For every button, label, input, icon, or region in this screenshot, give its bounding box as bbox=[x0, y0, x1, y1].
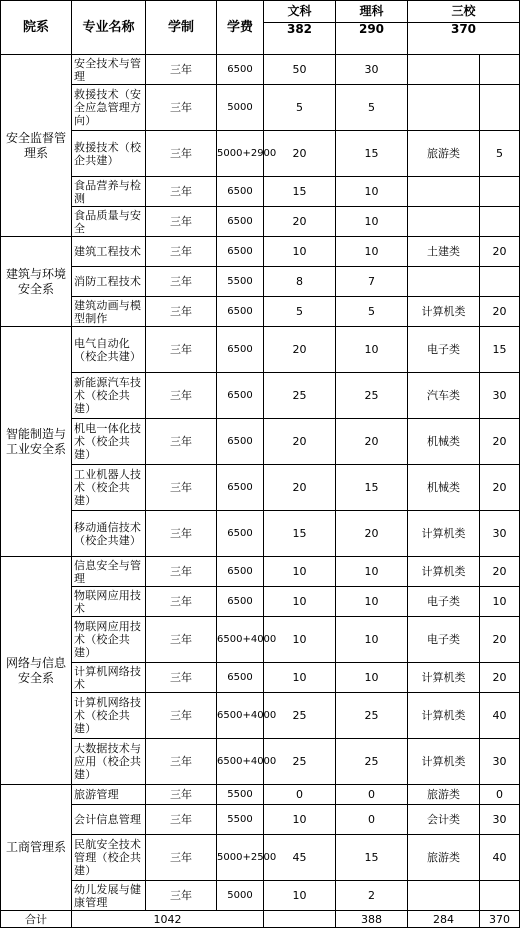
arts-quota: 20 bbox=[264, 419, 336, 465]
arts-quota: 10 bbox=[264, 617, 336, 663]
table-row bbox=[1, 85, 520, 131]
science-quota: 2 bbox=[336, 881, 408, 911]
arts-quota: 20 bbox=[264, 327, 336, 373]
duration-cell: 三年 bbox=[146, 237, 217, 267]
duration-cell: 三年 bbox=[146, 805, 217, 835]
major-name: 建筑工程技术 bbox=[72, 237, 146, 267]
fee-cell: 6500 bbox=[217, 557, 264, 587]
table-row bbox=[1, 663, 520, 693]
three-schools-category: 计算机类 bbox=[408, 663, 480, 693]
table-row bbox=[1, 207, 520, 237]
duration-cell: 三年 bbox=[146, 465, 217, 511]
major-name: 计算机网络技术（校企共建） bbox=[72, 693, 146, 739]
duration-cell: 三年 bbox=[146, 207, 217, 237]
science-quota: 0 bbox=[336, 805, 408, 835]
duration-cell: 三年 bbox=[146, 693, 217, 739]
arts-header: 文科 bbox=[264, 1, 336, 23]
science-quota: 10 bbox=[336, 207, 408, 237]
major-name: 物联网应用技术（校企共建） bbox=[72, 617, 146, 663]
fee-cell: 5500 bbox=[217, 805, 264, 835]
science-quota: 10 bbox=[336, 177, 408, 207]
three-schools-category bbox=[408, 55, 480, 85]
table-row bbox=[1, 587, 520, 617]
three-schools-category: 电子类 bbox=[408, 617, 480, 663]
three-schools-quota: 20 bbox=[480, 419, 520, 465]
fee-cell: 6500 bbox=[217, 587, 264, 617]
science-quota: 15 bbox=[336, 835, 408, 881]
duration-cell: 三年 bbox=[146, 55, 217, 85]
arts-quota: 10 bbox=[264, 587, 336, 617]
science-quota: 7 bbox=[336, 267, 408, 297]
fee-cell: 6500 bbox=[217, 55, 264, 85]
total-empty-cell bbox=[264, 911, 336, 928]
major-name: 民航安全技术管理（校企共建） bbox=[72, 835, 146, 881]
fee-header: 学费 bbox=[217, 1, 264, 55]
fee-cell: 6500 bbox=[217, 207, 264, 237]
three-schools-quota bbox=[480, 267, 520, 297]
duration-cell: 三年 bbox=[146, 267, 217, 297]
major-header: 专业名称 bbox=[72, 1, 146, 55]
arts-quota: 5 bbox=[264, 85, 336, 131]
fee-cell: 6500 bbox=[217, 177, 264, 207]
fee-cell: 5000 bbox=[217, 85, 264, 131]
three-schools-quota: 0 bbox=[480, 785, 520, 805]
table-row bbox=[1, 511, 520, 557]
science-quota: 10 bbox=[336, 327, 408, 373]
science-quota: 10 bbox=[336, 557, 408, 587]
science-quota: 15 bbox=[336, 465, 408, 511]
science-total-header: 290 bbox=[336, 23, 408, 55]
total-count: 1042 bbox=[72, 911, 264, 928]
major-name: 食品营养与检测 bbox=[72, 177, 146, 207]
table-row bbox=[1, 881, 520, 911]
department-name: 建筑与环境安全系 bbox=[1, 237, 72, 327]
three-schools-quota: 30 bbox=[480, 739, 520, 785]
arts-quota: 0 bbox=[264, 785, 336, 805]
three-schools-category: 电子类 bbox=[408, 327, 480, 373]
three-schools-category: 旅游类 bbox=[408, 785, 480, 805]
three-schools-category: 计算机类 bbox=[408, 739, 480, 785]
duration-cell: 三年 bbox=[146, 663, 217, 693]
table-row bbox=[1, 237, 520, 267]
total-row bbox=[1, 911, 520, 928]
duration-cell: 三年 bbox=[146, 785, 217, 805]
duration-cell: 三年 bbox=[146, 131, 217, 177]
three-total-header: 370 bbox=[408, 23, 520, 55]
arts-quota: 25 bbox=[264, 373, 336, 419]
three-schools-category: 会计类 bbox=[408, 805, 480, 835]
science-quota: 10 bbox=[336, 237, 408, 267]
table-row bbox=[1, 617, 520, 663]
arts-quota: 5 bbox=[264, 297, 336, 327]
department-name: 网络与信息安全系 bbox=[1, 557, 72, 785]
table-row bbox=[1, 131, 520, 177]
three-schools-quota: 40 bbox=[480, 835, 520, 881]
three-schools-quota bbox=[480, 55, 520, 85]
table-row bbox=[1, 785, 520, 805]
major-name: 工业机器人技术（校企共建） bbox=[72, 465, 146, 511]
science-quota: 30 bbox=[336, 55, 408, 85]
duration-cell: 三年 bbox=[146, 85, 217, 131]
three-schools-category: 电子类 bbox=[408, 587, 480, 617]
major-name: 大数据技术与应用（校企共建） bbox=[72, 739, 146, 785]
three-schools-category bbox=[408, 881, 480, 911]
duration-cell: 三年 bbox=[146, 373, 217, 419]
fee-cell: 6500 bbox=[217, 373, 264, 419]
three-schools-quota: 20 bbox=[480, 465, 520, 511]
three-schools-category: 土建类 bbox=[408, 237, 480, 267]
fee-cell: 6500+4000 bbox=[217, 617, 264, 663]
arts-quota: 25 bbox=[264, 693, 336, 739]
three-schools-quota: 30 bbox=[480, 805, 520, 835]
three-schools-quota: 15 bbox=[480, 327, 520, 373]
table-row bbox=[1, 557, 520, 587]
three-schools-header: 三校 bbox=[408, 1, 520, 23]
arts-quota: 8 bbox=[264, 267, 336, 297]
science-quota: 10 bbox=[336, 587, 408, 617]
three-schools-category: 机械类 bbox=[408, 465, 480, 511]
major-name: 物联网应用技术 bbox=[72, 587, 146, 617]
fee-cell: 6500+4000 bbox=[217, 693, 264, 739]
duration-cell: 三年 bbox=[146, 297, 217, 327]
major-name: 救援技术（安全应急管理方向） bbox=[72, 85, 146, 131]
major-name: 计算机网络技术 bbox=[72, 663, 146, 693]
fee-cell: 6500+4000 bbox=[217, 739, 264, 785]
major-name: 安全技术与管理 bbox=[72, 55, 146, 85]
three-schools-category bbox=[408, 267, 480, 297]
arts-total-header: 382 bbox=[264, 23, 336, 55]
fee-cell: 5000+2500 bbox=[217, 835, 264, 881]
duration-header: 学制 bbox=[146, 1, 217, 55]
arts-quota: 20 bbox=[264, 131, 336, 177]
three-schools-category bbox=[408, 85, 480, 131]
duration-cell: 三年 bbox=[146, 177, 217, 207]
fee-cell: 6500 bbox=[217, 663, 264, 693]
duration-cell: 三年 bbox=[146, 511, 217, 557]
major-name: 旅游管理 bbox=[72, 785, 146, 805]
three-schools-quota bbox=[480, 207, 520, 237]
dept-header: 院系 bbox=[1, 1, 72, 55]
major-name: 信息安全与管理 bbox=[72, 557, 146, 587]
three-schools-quota: 20 bbox=[480, 663, 520, 693]
arts-quota: 10 bbox=[264, 805, 336, 835]
arts-quota: 10 bbox=[264, 663, 336, 693]
science-quota: 0 bbox=[336, 785, 408, 805]
table-row bbox=[1, 465, 520, 511]
table-row bbox=[1, 297, 520, 327]
table-row bbox=[1, 267, 520, 297]
science-quota: 10 bbox=[336, 663, 408, 693]
three-schools-category: 汽车类 bbox=[408, 373, 480, 419]
three-schools-category: 计算机类 bbox=[408, 557, 480, 587]
arts-quota: 20 bbox=[264, 207, 336, 237]
department-name: 安全监督管理系 bbox=[1, 55, 72, 237]
science-quota: 10 bbox=[336, 617, 408, 663]
department-name: 工商管理系 bbox=[1, 785, 72, 911]
arts-quota: 10 bbox=[264, 881, 336, 911]
duration-cell: 三年 bbox=[146, 881, 217, 911]
science-quota: 25 bbox=[336, 693, 408, 739]
fee-cell: 6500 bbox=[217, 297, 264, 327]
three-schools-category: 计算机类 bbox=[408, 511, 480, 557]
science-quota: 5 bbox=[336, 85, 408, 131]
table-row bbox=[1, 373, 520, 419]
table-row bbox=[1, 693, 520, 739]
three-schools-quota: 5 bbox=[480, 131, 520, 177]
fee-cell: 6500 bbox=[217, 327, 264, 373]
three-schools-category: 机械类 bbox=[408, 419, 480, 465]
three-schools-quota: 20 bbox=[480, 237, 520, 267]
science-header: 理科 bbox=[336, 1, 408, 23]
science-quota: 25 bbox=[336, 739, 408, 785]
fee-cell: 6500 bbox=[217, 419, 264, 465]
major-name: 食品质量与安全 bbox=[72, 207, 146, 237]
three-schools-quota: 30 bbox=[480, 373, 520, 419]
fee-cell: 5000 bbox=[217, 881, 264, 911]
fee-cell: 6500 bbox=[217, 511, 264, 557]
arts-quota: 10 bbox=[264, 237, 336, 267]
table-row bbox=[1, 739, 520, 785]
fee-cell: 5500 bbox=[217, 267, 264, 297]
fee-cell: 5500 bbox=[217, 785, 264, 805]
duration-cell: 三年 bbox=[146, 327, 217, 373]
major-name: 幼儿发展与健康管理 bbox=[72, 881, 146, 911]
major-name: 新能源汽车技术（校企共建） bbox=[72, 373, 146, 419]
duration-cell: 三年 bbox=[146, 419, 217, 465]
table-row bbox=[1, 55, 520, 85]
fee-cell: 6500 bbox=[217, 465, 264, 511]
three-schools-quota bbox=[480, 177, 520, 207]
arts-quota: 20 bbox=[264, 465, 336, 511]
three-schools-category: 旅游类 bbox=[408, 131, 480, 177]
arts-quota: 15 bbox=[264, 177, 336, 207]
three-schools-quota: 20 bbox=[480, 557, 520, 587]
three-schools-category: 计算机类 bbox=[408, 297, 480, 327]
three-schools-quota: 30 bbox=[480, 511, 520, 557]
duration-cell: 三年 bbox=[146, 587, 217, 617]
total-science: 284 bbox=[408, 911, 480, 928]
duration-cell: 三年 bbox=[146, 739, 217, 785]
fee-cell: 5000+2900 bbox=[217, 131, 264, 177]
three-schools-category bbox=[408, 177, 480, 207]
arts-quota: 10 bbox=[264, 557, 336, 587]
major-name: 移动通信技术（校企共建） bbox=[72, 511, 146, 557]
science-quota: 15 bbox=[336, 131, 408, 177]
three-schools-quota: 20 bbox=[480, 297, 520, 327]
major-name: 建筑动画与模型制作 bbox=[72, 297, 146, 327]
three-schools-category: 旅游类 bbox=[408, 835, 480, 881]
duration-cell: 三年 bbox=[146, 557, 217, 587]
table-row bbox=[1, 805, 520, 835]
three-schools-quota: 10 bbox=[480, 587, 520, 617]
duration-cell: 三年 bbox=[146, 617, 217, 663]
science-quota: 20 bbox=[336, 511, 408, 557]
three-schools-quota: 40 bbox=[480, 693, 520, 739]
major-name: 会计信息管理 bbox=[72, 805, 146, 835]
three-schools-category: 计算机类 bbox=[408, 693, 480, 739]
three-schools-quota bbox=[480, 881, 520, 911]
major-name: 消防工程技术 bbox=[72, 267, 146, 297]
table-row bbox=[1, 177, 520, 207]
header-row bbox=[1, 1, 520, 23]
major-name: 救援技术（校企共建） bbox=[72, 131, 146, 177]
arts-quota: 25 bbox=[264, 739, 336, 785]
major-name: 电气自动化（校企共建） bbox=[72, 327, 146, 373]
arts-quota: 15 bbox=[264, 511, 336, 557]
three-schools-quota: 20 bbox=[480, 617, 520, 663]
total-three: 370 bbox=[480, 911, 520, 928]
science-quota: 20 bbox=[336, 419, 408, 465]
fee-cell: 6500 bbox=[217, 237, 264, 267]
duration-cell: 三年 bbox=[146, 835, 217, 881]
science-quota: 5 bbox=[336, 297, 408, 327]
total-label: 合计 bbox=[1, 911, 72, 928]
total-arts: 388 bbox=[336, 911, 408, 928]
table-row bbox=[1, 327, 520, 373]
department-name: 智能制造与工业安全系 bbox=[1, 327, 72, 557]
major-name: 机电一体化技术（校企共建） bbox=[72, 419, 146, 465]
science-quota: 25 bbox=[336, 373, 408, 419]
arts-quota: 45 bbox=[264, 835, 336, 881]
three-schools-category bbox=[408, 207, 480, 237]
table-row bbox=[1, 419, 520, 465]
arts-quota: 50 bbox=[264, 55, 336, 85]
table-row bbox=[1, 835, 520, 881]
three-schools-quota bbox=[480, 85, 520, 131]
